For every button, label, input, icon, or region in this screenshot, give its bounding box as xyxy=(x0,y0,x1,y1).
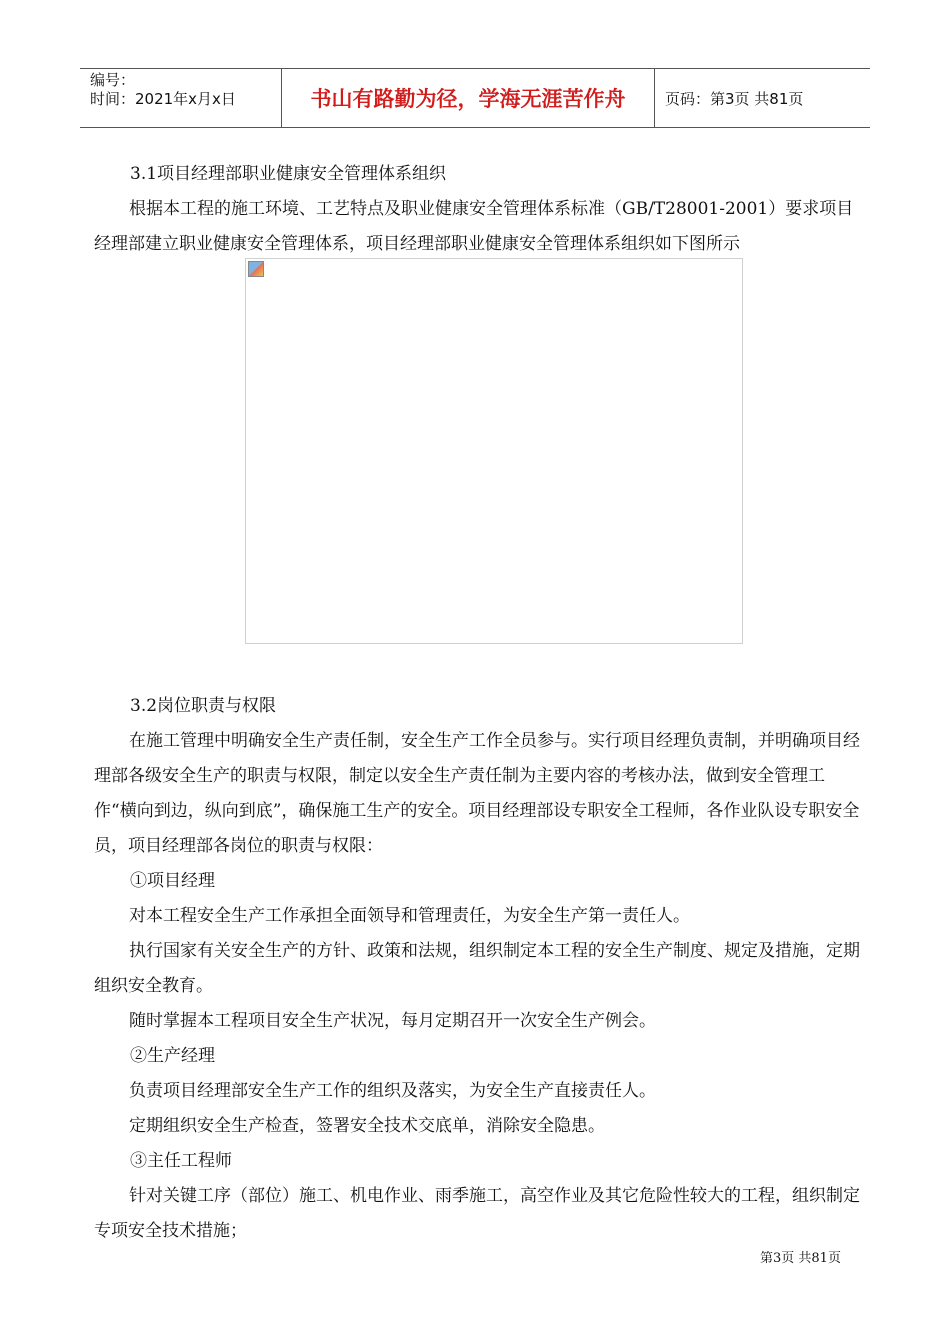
role-paragraph: 针对关键工序（部位）施工、机电作业、雨季施工，高空作业及其它危险性较大的工程，组织制定专项安全技术措施； xyxy=(94,1186,860,1241)
document-number-label: 编号： xyxy=(90,71,136,89)
header-meta xyxy=(80,69,281,127)
page-footer: 第3页 共81页 xyxy=(760,1251,841,1266)
page-header xyxy=(80,68,870,128)
role-title-production-manager: ②生产经理 xyxy=(130,1046,215,1066)
section-heading-3-2: 3.2岗位职责与权限 xyxy=(130,696,277,716)
role-paragraph: 随时掌握本工程项目安全生产状况，每月定期召开一次安全生产例会。 xyxy=(129,1011,656,1031)
org-chart-image xyxy=(245,258,743,644)
section-3-2-intro: 在施工管理中明确安全生产责任制，安全生产工作全员参与。实行项目经理负责制，并明确项目经理部各级安全生产的职责与权限，制定以安全生产责任制为主要内容的考核办法，做到安全管理工作“横向到边，纵向到底”，确保施工生产的安全。项目经理部设专职安全工程师，各作业队设专职安全员，项目经理部各岗位的职责与权限： xyxy=(94,731,860,856)
section-heading-3-1: 3.1项目经理部职业健康安全管理体系组织 xyxy=(130,164,447,184)
role-paragraph: 对本工程安全生产工作承担全面领导和管理责任，为安全生产第一责任人。 xyxy=(129,906,690,926)
role-paragraph: 执行国家有关安全生产的方针、政策和法规，组织制定本工程的安全生产制度、规定及措施，定期组织安全教育。 xyxy=(94,941,860,996)
section-3-1-paragraph: 根据本工程的施工环境、工艺特点及职业健康安全管理体系标准（GB/T28001-2001）要求项目经理部建立职业健康安全管理体系，项目经理部职业健康安全管理体系组织如下图所示 xyxy=(94,199,854,254)
role-paragraph: 定期组织安全生产检查，签署安全技术交底单，消除安全隐患。 xyxy=(129,1116,605,1136)
role-title-project-manager: ①项目经理 xyxy=(130,871,215,891)
broken-image-icon xyxy=(248,261,264,277)
header-page-info: 页码：第3页 共81页 xyxy=(665,89,804,108)
document-date: 时间：2021年x月x日 xyxy=(90,90,236,108)
role-title-chief-engineer: ③主任工程师 xyxy=(130,1151,232,1171)
header-motto: 书山有路勤为径，学海无涯苦作舟 xyxy=(281,69,655,127)
role-paragraph: 负责项目经理部安全生产工作的组织及落实，为安全生产直接责任人。 xyxy=(129,1081,656,1101)
